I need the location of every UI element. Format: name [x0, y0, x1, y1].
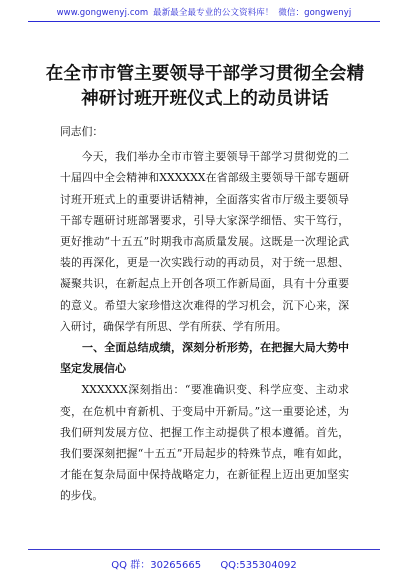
section-paragraph: XXXXXX深刻指出：“要准确识变、科学应变、主动求变，在危机中育新机、于变局中开新局。”这一重要论述，为我们研判发展方位、把握工作主动提供了根本遵循。首先，我们要深刻把握“十五五”开局起步的特殊节点，唯有如此，才能在复杂局面中保持战略定力，在新征程上迈出更加坚实的步伐。: [60, 383, 349, 503]
footer-qq: QQ:535304092: [220, 560, 297, 571]
body-paragraph: 今天，我们举办全市市管主要领导干部学习贯彻党的二十届四中全会精神和XXXXXX在省部级主要领导干部专题研讨班开班式上的重要讲话精神，全面落实省市厅级主要领导干部专题研讨班部署要求，引导大家深学细悟、实干笃行，更好推动“十五五”时期我市高质量发展。这既是一次理论武装的再深化，更是一次实践行动的再动员，对于统一思想、凝聚共识，在新起点上开创各项工作新局面，具有十分重要的意义。希望大家珍惜这次难得的学习机会，沉下心来，深入研讨，确保学有所思、学有所获、学有所用。: [60, 150, 349, 333]
document-title: 在全市市管主要领导干部学习贯彻全会精神研讨班开班仪式上的动员讲话: [45, 64, 365, 109]
section-heading: 一、全面总结成绩，深刻分析形势，在把握大局大势中坚定发展信心: [60, 341, 349, 376]
header-divider: [28, 21, 380, 22]
header-wechat: 微信：gongwenyj: [278, 8, 352, 18]
page-footer: [0, 556, 408, 571]
salutation: 同志们：: [60, 125, 104, 138]
page-header: [0, 6, 408, 18]
footer-divider: [28, 549, 380, 550]
header-slogan: 最新最全最专业的公文资料库！: [153, 8, 274, 18]
document-body: [60, 121, 349, 507]
footer-qq-group: QQ 群：30265665: [111, 560, 202, 571]
header-site[interactable]: www.gongwenyj.com: [56, 8, 149, 18]
